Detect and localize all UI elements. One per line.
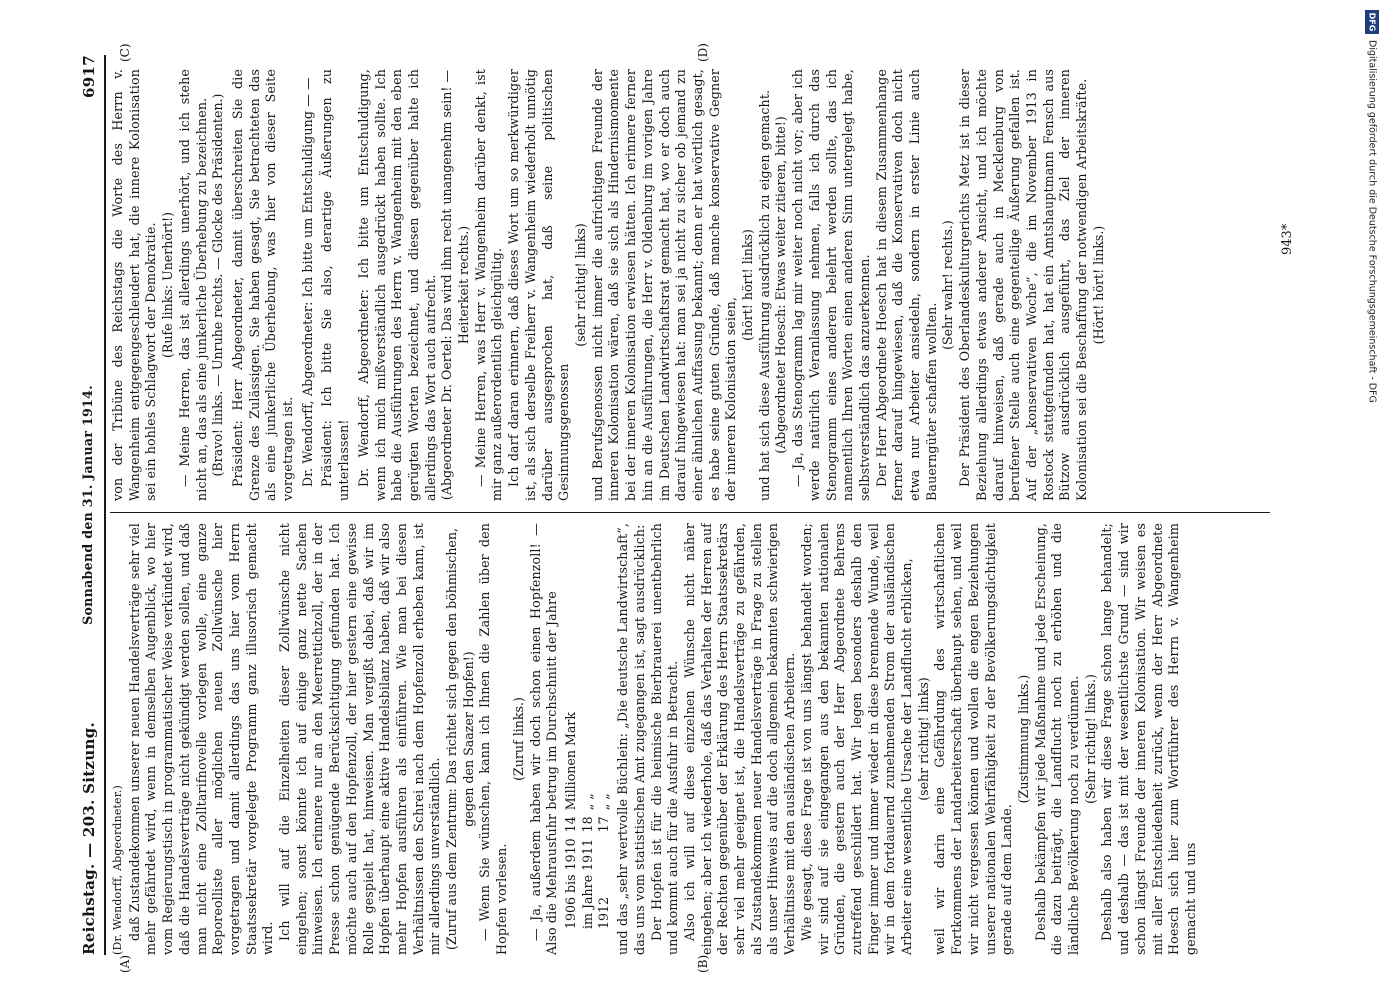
table-row — [596, 706, 613, 929]
interjection: (sehr richtig! links) — [572, 223, 588, 347]
paragraph: — Meine Herren, was Herr v. Wangenheim darüber denkt, ist mir ganz außerordentlich gleichgültig. — [472, 69, 505, 501]
value-cell: 17 — [596, 816, 612, 833]
paragraph: Ich will auf die Einzelheiten dieser Zollwünsche nicht eingehen; sonst könnte ich auf einige ganz nette Sachen hinweisen. Ich erinnere nur an den Meerrettichzoll, der in der Presse schon genügende Berücksichtigung gefunden hat. Ich möchte auch auf den Hopfenzoll, der hier gestern eine gewisse Rolle gespielt hat, hinweisen. Man vergißt dabei, daß wir im Hopfen überhaupt eine aktive Handelsbilanz haben, daß wir also mehr Hopfen ausführen als einführen. Wie man bei diesen Verhältnissen den Schrei nach dem Hopfenzoll erheben kann, ist mir allerdings unverständlich. — [277, 523, 443, 955]
right-column — [110, 69, 1310, 501]
header-rule — [104, 55, 106, 955]
paragraph: Der Herr Abgeordnete Hoesch hat in diesem Zusammenhange ferner darauf hingewiesen, daß die Konservativen doch nicht etwa nur Arbeiter ansiedeln, sondern in erster Linie auch Bauerngüter schaffen wollten. — [873, 69, 939, 501]
paragraph: Deshalb bekämpfen wir jede Maßnahme und jede Erscheinung, die dazu beiträgt, die Landflucht noch zu erhöhen und die ländliche Bevölkerung noch zu verdünnen. — [1032, 523, 1082, 955]
speaker-statement: Dr. Wendorff, Abgeordneter: Ich bitte um Entschuldigung — — — [299, 77, 315, 487]
interjection: (hört! hört! links) — [740, 229, 756, 341]
unit-cell: Millionen Mark — [562, 711, 578, 811]
quotation: Der Hopfen ist für die heimische Bierbrauerei unentbehrlich und kommt auch für die Ausfuhr in Betracht. — [648, 523, 681, 955]
paragraph: Wie gesagt, diese Frage ist von uns längst behandelt worden; wir sind auf sie eingegangen aus den bekannten nationalen Gründen, die gestern auch der Herr Abgeordnete Behrens zutreffend geschildert hat. Wir legen besonders deshalb den Finger immer und immer wieder in diese brennende Wunde, weil wir in dem fortdauernd zunehmenden Strom der ausländischen Arbeiter eine wesentliche Ursache der Landflucht erblicken, — [798, 523, 915, 955]
footer-page-mark: 943* — [1280, 223, 1295, 255]
hop-export-table — [563, 706, 613, 929]
paragraph: und hat sich diese Ausführung ausdrücklich zu eigen gemacht. — [756, 89, 772, 501]
margin-marker-a: (A) — [118, 954, 132, 973]
interjection: (Sehr richtig! links.) — [1082, 674, 1098, 804]
credit-text: Digitalisierung gefördert durch die Deutsche Forschungsgemeinschaft - DFG — [1366, 40, 1378, 403]
margin-marker-b: (B) — [696, 954, 710, 973]
year-cell: 1912 — [596, 896, 612, 929]
left-column — [110, 523, 1310, 955]
paragraph: Der Präsident des Oberlandeskulturgerichts Metz ist in dieser Beziehung allerdings etwas anderer Ansicht, und ich möchte darauf hinweisen, daß gerade auch in Mecklenburg von berufener Stelle auch eine gegenteilige Äußerung gefallen ist. Auf der „konservativen Woche“, die im November 1913 in Rostock stattgefunden hat, hat ein Amtshauptmann Fensch aus Bützow ausdrücklich ausgeführt, das Ziel der inneren Kolonisation sei die Beschaffung der notwendigen Arbeitskräfte. — [957, 69, 1090, 501]
margin-marker-d: (D) — [696, 43, 710, 62]
dfg-logo — [1365, 10, 1379, 34]
interjection: (Zustimmung links.) — [1015, 674, 1031, 804]
speaker-statement: Dr. Wendorff, Abgeordneter: Ich bitte um Entschuldigung, wenn ich mich mißverständlich ausgedrückt haben sollte. Ich habe die Ausführungen des Herrn v. Wangenheim mit den eben gerügten Worten bezeichnet, und diesen gegenüber halte ich allerdings das Wort auch aufrecht. — [355, 69, 438, 501]
paragraph: — Ja, außerdem haben wir doch schon einen Hopfenzoll! — Also die Mehrausfuhr betrug im Durchschnitt der Jahre — [527, 523, 560, 955]
paragraph: Deshalb also haben wir diese Frage schon lange behandelt; und deshalb — das ist mit der wesentlichste Grund — sind wir schon längst Freunde der inneren Kolonisation. Wir weisen es mit aller Entschiedenheit zurück, wenn der Herr Abgeordnete Hoesch sich hier zum Wortführer des Herrn v. Wangenheim gemacht und uns — [1099, 523, 1198, 955]
interjection: (Sehr wahr! rechts.) — [940, 220, 956, 350]
dfg-logo-text: DFG — [1367, 12, 1377, 32]
president-statement: Präsident: Herr Abgeordneter, damit überschreiten Sie die Grenze des Zulässigen. Sie haben gesagt, Sie betrachteten das als eine junkerliche Überhebung, was hier von dieser Seite vorgetragen ist. — [229, 69, 296, 501]
margin-marker-c: (C) — [118, 43, 132, 62]
paragraph: — Meine Herren, das ist allerdings unerhört, und ich stehe nicht an, das als eine junkerliche Überhebung zu bezeichnen. — [176, 69, 209, 501]
table-row — [563, 706, 580, 929]
year-cell: im Jahre 1911 — [579, 838, 595, 929]
interjection: (sehr richtig! links) — [915, 677, 931, 801]
document-page — [80, 43, 1325, 973]
interjection: (Abgeordneter Hoesch: Etwas weiter zitieren, bitte!) — [773, 116, 789, 454]
header-left: Reichstag. — 203. Sitzung. — [80, 721, 98, 955]
header-date: Sonnabend den 31. Januar 1914. — [80, 385, 95, 625]
value-cell: 14 — [562, 816, 578, 833]
paragraph: — Ja, das Stenogramm lag mir weiter noch nicht vor; aber ich werde natürlich Veranlassung nehmen, falls ich durch das Stenogramm eines anderen belehrt werden sollte, das ich namentlich Ihren Worten einen anderen Sinn untergelegt habe, selbstverständlich das anzuerkennen. — [790, 69, 872, 501]
interjection: (Zuruf aus dem Zentrum: Das richtet sich gegen den böhmischen, gegen den Saazer Hopfen!) — [444, 527, 476, 951]
interjection: (Hört! hört! links.) — [1090, 225, 1106, 345]
interjection: (Abgeordneter Dr. Oertel: Das wird ihm recht unangenehm sein! — Heiterkeit rechts.) — [439, 69, 472, 501]
table-row — [580, 706, 597, 929]
header-page-number: 6917 — [80, 55, 98, 98]
interjection: (Bravo! links. — Unruhe rechts. — Glocke des Präsidenten.) — [210, 93, 226, 477]
paragraph: daß Zustandekommen unserer neuen Handelsverträge sehr viel mehr gefährdet wird, wenn in demselben Augenblick, wo hier vom Regierungstisch in programmatischer Weise verkündet wird, daß die Handelsverträge nicht gekündigt werden sollen, und daß man nicht eine Zolltarifnovelle vorlegen wolle, eine ganze Reporeolliste aller möglichen neuen Zollwünsche hier vorgetragen und damit allerdings das uns hier vom Herrn Staatssekretär vorgelegte Programm ganz illusorisch gemacht wird. — [126, 523, 276, 955]
paragraph: weil wir darin eine Gefährdung des wirtschaftlichen Fortkommens der Landarbeiterschaft überhaupt sehen, und weil wir nicht vergessen können und wollen die engen Beziehungen unserer nationalen Wehrfähigkeit zu der Bevölkerungsdichtigkeit gerade auf dem Lande. — [932, 523, 1015, 955]
paragraph: von der Tribüne des Reichstags die Worte des Herrn v. Wangenheim entgegengeschleudert hat, die innere Kolonisation sei ein hohles Schlagwort der Demokratie. — [110, 69, 159, 501]
paragraph: und das „sehr wertvolle Büchlein: „Die deutsche Landwirtschaft“, das uns vom statistischen Amt zugegangen ist, sagt ausdrücklich: — [615, 523, 647, 955]
year-cell: 1906 bis 1910 — [562, 838, 578, 929]
value-cell: 18 — [579, 816, 595, 833]
interjection: (Rufe links: Unerhört!) — [160, 211, 176, 359]
paragraph: Ich darf daran erinnern, daß dieses Wort um so merkwürdiger ist, als sich derselbe Freiherr v. Wangenheim wiederholt unnötig darüber ausgesprochen hat, daß seine politischen Gesinnungsgenossen — [506, 69, 572, 501]
paragraph: — Wenn Sie wünschen, kann ich Ihnen die Zahlen über den Hopfen vorlesen. — [477, 523, 510, 955]
speaker-continuation: (Dr. Wendorff, Abgeordneter.) — [111, 785, 124, 955]
paragraph: Also ich will auf diese einzelnen Wünsche nicht näher eingehen; aber ich wiederhole, daß das Verhalten der Herren auf der Rechten gegenüber der Erklärung des Herrn Staatssekretärs sehr viel mehr geeignet ist, die Handelsverträge zu gefährden, als Zustandekommen neuer Handelsverträge in Frage zu stellen als unser Hinweis auf die doch allgemein bekannten schwierigen Verhältnisse mit den ausländischen Arbeitern. — [681, 523, 798, 955]
unit-cell: „ „ — [579, 793, 595, 811]
running-header — [80, 55, 102, 955]
digitization-credit — [1365, 10, 1379, 610]
unit-cell: „ „ — [596, 793, 612, 811]
president-statement: Präsident: Ich bitte Sie also, derartige Äußerungen zu unterlassen! — [319, 69, 352, 501]
interjection: (Zuruf links.) — [510, 697, 526, 781]
paragraph: und Berufsgenossen nicht immer die aufrichtigen Freunde der inneren Kolonisation wären, daß sie sich als Hindernismomente bei der inneren Kolonisation erwiesen hätten. Ich erinnere ferner hin an die Ausführungen, die Herr v. Oldenburg im vorigen Jahre im Deutschen Landwirtschaftsrat gemacht hat, wo er doch auch darauf hingewiesen hat: man sei ja nicht zu sicher ob jemand zu einer ähnlichen Auffassung bekannt; denn er hat wörtlich gesagt, es habe seine guten Gründe, daß manche konservative Gegner der inneren Kolonisation seien, — [589, 69, 739, 501]
column-divider — [110, 512, 1270, 513]
